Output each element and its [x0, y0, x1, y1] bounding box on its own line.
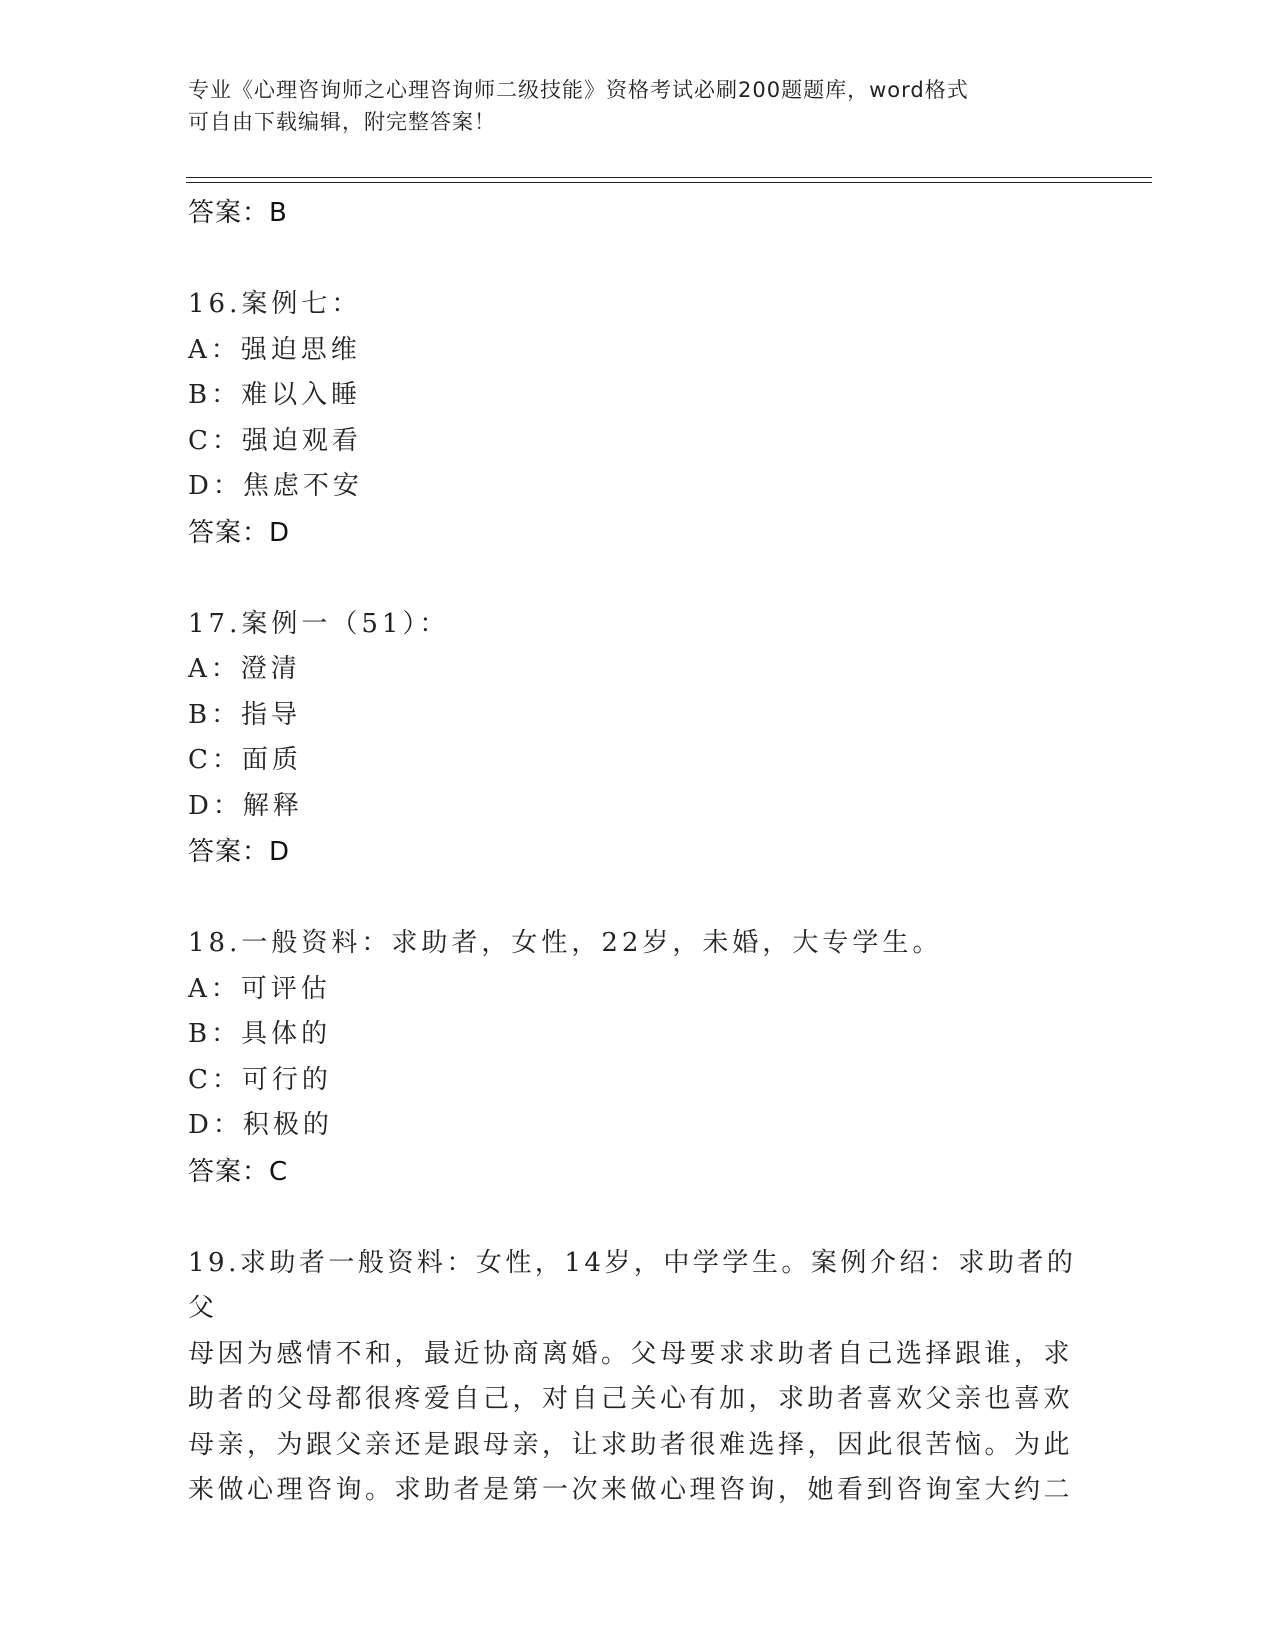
option-a: A：澄清: [188, 654, 301, 684]
document-header: [188, 74, 1088, 138]
question-paragraph-line: 助者的父母都很疼爱自己，对自己关心有加，求助者喜欢父亲也喜欢: [188, 1384, 1074, 1414]
question-title: 17.案例一（51）：: [188, 608, 450, 639]
question-17: [188, 602, 1088, 876]
answer: 答案：D: [188, 837, 291, 867]
option-c: C：面质: [188, 745, 302, 775]
option-b: B：具体的: [188, 1019, 332, 1049]
header-line-1: 专业《心理咨询师之心理咨询师二级技能》资格考试必刷200题题库，word格式: [188, 78, 969, 102]
question-paragraph-line: 19.求助者一般资料：女性，14岁，中学学生。案例介绍：求助者的父: [188, 1247, 1077, 1323]
question-title: 18.一般资料：求助者，女性，22岁，未婚，大专学生。: [188, 928, 943, 958]
question-paragraph-line: 来做心理咨询。求助者是第一次来做心理咨询，她看到咨询室大约二: [188, 1475, 1074, 1505]
header-rule-bottom: [186, 182, 1152, 183]
header-rule-top: [186, 177, 1152, 178]
question-18: [188, 921, 1088, 1195]
option-d: D：焦虑不安: [188, 471, 363, 501]
answer-15: 答案：B: [188, 198, 288, 228]
answer: 答案：D: [188, 517, 291, 548]
question-title: 16.案例七：: [188, 289, 362, 319]
option-a: A：可评估: [188, 973, 331, 1004]
answer: 答案：C: [188, 1156, 289, 1187]
option-c: C：可行的: [188, 1064, 332, 1095]
option-b: B：指导: [188, 699, 302, 730]
header-line-2: 可自由下载编辑，附完整答案！: [188, 110, 496, 134]
question-16: [188, 282, 1088, 556]
question-paragraph-line: 母亲，为跟父亲还是跟母亲，让求助者很难选择，因此很苦恼。为此: [188, 1429, 1074, 1460]
option-d: D：解释: [188, 790, 303, 821]
option-d: D：积极的: [188, 1110, 333, 1140]
option-a: A：强迫思维: [188, 334, 361, 365]
question-19: [188, 1241, 1088, 1514]
question-paragraph-line: 母因为感情不和，最近协商离婚。父母要求求助者自己选择跟谁，求: [188, 1338, 1074, 1369]
document-body: [188, 190, 1088, 1514]
option-b: B：难以入睡: [188, 380, 362, 410]
option-c: C：强迫观看: [188, 425, 362, 456]
